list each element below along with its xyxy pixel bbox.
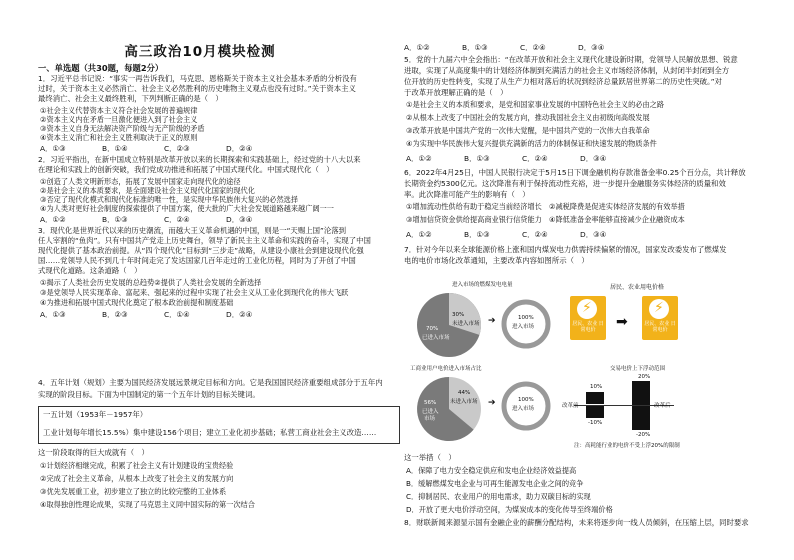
choice-a[interactable]: A．①② (40, 215, 66, 224)
chart6-label-10: 10% (590, 384, 603, 390)
choice-c[interactable]: C．②③ (164, 144, 190, 153)
q1-option-2: ②资本主义内在矛盾一旦激化便进入到了社会主义 (40, 115, 198, 124)
q4-option-3: ③优先发展重工业，初步建立了独立的比较完整的工业体系 (40, 487, 227, 496)
q2-option-3: ③否定了现代化模式和现代化标准的唯一性，是实现中华民族伟大复兴的必然选择 (40, 195, 299, 204)
q5-line-2: 进取，实现了从高度集中的计划经济体制到充满活力的社会主义市场经济体制，从封闭半封闭到全方 (404, 66, 730, 75)
chart6-title: 交易电价上下浮动范围 (610, 366, 666, 372)
after-range-down-bar (632, 406, 650, 430)
price-card-label: 居民、农业 日常电价 (572, 321, 604, 333)
q6-choices (406, 229, 638, 240)
q6-option-1: ①增加流动性供给有助于稳定当前经济增长 ②减税降费是促进实体经济发展的有效举措 (406, 202, 685, 211)
chart3-title: 居民、农业用电价格 (610, 284, 665, 291)
choice-a[interactable]: A．①③ (40, 310, 66, 319)
q3-option-1: ①揭示了人类社会历史发展的总趋势②提供了人类社会发展的全新选择 (40, 278, 262, 287)
q3-line-2: 任人宰割的“鱼肉”。只有中国共产党走上历史舞台，领导了新民主主义革命和实践的奋斗，实现了中国 (38, 236, 371, 245)
q1-choices (40, 143, 288, 154)
choice-d[interactable]: D．③④ (580, 154, 607, 163)
q7-option-c[interactable]: C．抑制居民、农业用户的用电需求，助力双碳目标的实现 (406, 492, 591, 501)
price-card-before (570, 296, 606, 340)
chart4-label-not-entered: 未进入市场 (450, 399, 478, 405)
q7-line-2: 电的电价市场化改革通知，主要改革内容如图所示（ ） (404, 256, 589, 265)
q3-option-3: ④为推进和拓展中国式现代化奠定了根本政治前提和制度基础 (40, 298, 234, 307)
q3-choices (40, 309, 288, 320)
q1-option-1: ①社会主义代替资本主义符合社会发展的普遍规律 (40, 106, 198, 115)
q5-line-3: 位开放的历史性转变，实现了从生产力相对落后的状况到经济总量跃居世界第二的历史性突破。”对 (404, 77, 722, 86)
q2-option-2: ②是社会主义的本质要求，是全面建设社会主义现代化国家的现代化 (40, 186, 255, 195)
q3-line-1: 3．现代化是世界近代以来的历史潮流，而越大王义革命机遇的中国，则是一“天赐上国”沦落到 (38, 226, 346, 235)
q1-option-4: ④资本主义消亡和社会主义胜利取决于正义的原则 (40, 133, 198, 142)
q2-choices (40, 214, 288, 225)
q3-line-4: 国……党领导人民不到几十年时间走完了发达国家几百年走过的工业化历程，同时为了开创了中国 (38, 256, 356, 265)
q7-option-a[interactable]: A．保障了电力安全稳定供应和发电企业经济效益提高 (406, 466, 577, 475)
chart4-label-entered: 已进入 (422, 409, 439, 415)
choice-a[interactable]: A．①③ (40, 144, 66, 153)
q7-question: 这一举措（ ） (404, 453, 456, 462)
choice-d[interactable]: D．③④ (226, 215, 253, 224)
choice-c[interactable]: C．②④ (522, 230, 548, 239)
q1-line-3: 最终消亡、社会主义最终胜利，下列判断正确的是（ ） (38, 94, 223, 103)
chart2-label: 进入市场 (512, 324, 535, 330)
q3-option-2: ③是党领导人民实现革命、富起来、强起来的过程中实现了社会主义从工业化到现代化的伟大飞跃 (40, 288, 349, 297)
q8-line-1: 8．财联新闻来源显示国有金融企业的薪酬分配结构，未来将逐步向一线人员倾斜，在压缩上层，同时要求 (404, 518, 749, 527)
q4-choices (404, 42, 636, 53)
price-card-label: 居民、农业 日常电价 (644, 321, 676, 333)
chart6-label-minus-10: -10% (588, 420, 603, 426)
choice-b[interactable]: B．②③ (102, 310, 128, 319)
q6-line-3: 率。此次降准可能产生的影响有（ ） (404, 190, 530, 199)
q5-option-4: ④为实现中华民族伟大复兴提供充满新的活力的体制保证和快速发展的物质条件 (406, 139, 657, 148)
q1-line-2: 过时，关于资本主义必然消亡、社会主义必然胜利的历史唯物主义观点也没有过时。”关于资本主义 (38, 84, 356, 93)
q4-option-2: ②完成了社会主义革命，从根本上改变了社会主义的发展方向 (40, 474, 234, 483)
q1-option-3: ③资本主义自身无法解决资产阶级与无产阶级的矛盾 (40, 124, 205, 133)
right-column (400, 0, 794, 560)
section-heading: 一、单选题（共30题，每题2分） (38, 63, 164, 73)
choice-b[interactable]: B．①③ (464, 154, 490, 163)
q7-option-d[interactable]: D．开放了更大电价浮动空间，为煤炭成本的变化传导至终端价格 (406, 505, 613, 514)
q5-line-4: 于改革开放理解正确的是（ ） (404, 88, 508, 97)
q5-option-3: ③改革开放是中国共产党的一次伟大觉醒，是中国共产党的一次伟大自我革命 (406, 126, 650, 135)
q5-line-1: 5．党的十九届六中全会指出：“在改革开放和社会主义现代化建设新时期，党领导人民解放思想、锐意 (404, 55, 738, 64)
chart6-label-20: 20% (638, 374, 651, 380)
choice-c[interactable]: C．②④ (522, 154, 548, 163)
chart1-label-70: 70% (426, 326, 439, 332)
q4-question: 这一阶段取得的巨大成就有（ ） (38, 448, 149, 457)
q5-option-1: ①是社会主义的本质和要求，是党和国家事业发展的中国特色社会主义的必由之路 (406, 100, 665, 109)
chart2-value: 100% (518, 315, 534, 321)
q2-line-1: 2．习近平指出，在新中国成立特别是改革开放以来的长期探索和实践基础上，经过党的十八大以来 (38, 155, 361, 164)
chart1-title: 进入市场的燃煤发电电量 (452, 282, 513, 288)
lightning-icon: ⚡ (654, 300, 664, 316)
q4-line-2: 实现的阶段目标。下面为中国制定的第一个五年计划的目标关键词。 (38, 390, 260, 399)
chart6-label-before: 改革前 (562, 403, 579, 409)
before-range-down-bar (586, 406, 604, 418)
q1-line-1: 1．习近平总书记说：“事实一再告诉我们，马克思、恩格斯关于资本主义社会基本矛盾的分析没有 (38, 74, 357, 83)
five-year-plan-box (38, 406, 400, 444)
q7-option-b[interactable]: B．缓解燃煤发电企业与可再生能源发电企业之间的竞争 (406, 479, 584, 488)
chart6-label-after: 改革后 (654, 403, 671, 409)
q7-line-1: 7．针对今年以来全球能源价格上涨和国内煤炭电力供需持续偏紧的情况，国家发改委发布了燃煤发 (404, 245, 727, 254)
arrow-icon: ➡ (616, 314, 628, 330)
q3-line-3: 现代化提供了基本政治前提。从“四个现代化”目标到“三步走”战略，从建设小康社会到建设现代化强 (38, 246, 364, 255)
before-range-up-bar (586, 392, 604, 404)
chart4-label-56: 56% (424, 400, 437, 406)
chart1-label-not-entered: 未进入市场 (452, 321, 480, 327)
arrow-icon: ➔ (488, 398, 496, 408)
q6-option-2: ③增加信贷资金供给提高商业银行信贷能力 ④降低准备金率能够直接减少企业融资成本 (406, 215, 685, 224)
page-title: 高三政治10月模块检测 (124, 44, 276, 60)
chart5-label: 进入市场 (512, 406, 535, 412)
choice-c[interactable]: C．②④ (520, 43, 546, 52)
q4-option-4: ④取得独创性理论成果，实现了马克思主义同中国实际的第一次结合 (40, 500, 255, 509)
choice-d[interactable]: D．②④ (226, 144, 253, 153)
choice-b[interactable]: B．①④ (102, 144, 128, 153)
choice-d[interactable]: D．②④ (226, 310, 253, 319)
after-range-up-bar (632, 381, 650, 405)
choice-b[interactable]: B．①③ (102, 215, 128, 224)
q5-option-2: ②从根本上改变了中国社会的发展方向，推动我国社会主义由初级向高级发展 (406, 113, 650, 122)
arrow-icon: ➔ (488, 316, 496, 326)
chart4-label-44: 44% (458, 390, 471, 396)
choice-a[interactable]: A．①② (406, 230, 432, 239)
choice-d[interactable]: D．③④ (580, 230, 607, 239)
q3-line-5: 式现代化道路。这条道路（ ） (38, 266, 142, 275)
price-card-after (642, 296, 678, 340)
q2-option-4: ④为人类对更好社会制度的探索提供了中国方案，使大批的广大社会发展道路越来越广阔一一 (40, 204, 334, 213)
q4-option-1: ①计划经济相继完成，积累了社会主义有计划建设的宝贵经验 (40, 461, 234, 470)
chart1-label-entered: 已进入市场 (422, 335, 450, 341)
chart5-value: 100% (518, 397, 534, 403)
chart4-title: 工商业用户电价进入市场占比 (410, 366, 482, 372)
choice-a[interactable]: A．①② (406, 154, 432, 163)
q2-option-1: ①创造了人类文明新形态，拓展了发展中国家走向现代化的途径 (40, 177, 241, 186)
choice-d[interactable]: D．③④ (578, 43, 605, 52)
chart6-note: 注：高耗能行业的电价不受上浮20%的限制 (574, 443, 680, 449)
q2-line-2: 在理论和实践上的创新突破，我们党成功推进和拓展了中国式现代化。中国式现代化（ ） (38, 165, 334, 174)
chart1-label-30: 30% (452, 312, 465, 318)
choice-b[interactable]: B．①③ (464, 230, 490, 239)
q5-choices (406, 153, 638, 164)
choice-a[interactable]: A．①② (404, 43, 430, 52)
choice-c[interactable]: C．①④ (164, 310, 190, 319)
chart4-label-market: 市场 (424, 416, 436, 422)
plan-box-text: 工业计划每年增长15.5%）集中建设156个项目；建立工业化初步基础；私营工商业社会主义改造…… (43, 428, 377, 437)
choice-c[interactable]: C．②④ (164, 215, 190, 224)
q6-line-2: 长期资金约5300亿元。这次降准有利于保持流动性充裕，进一步提升金融服务实体经济的质量和效 (404, 179, 726, 188)
chart6-label-minus-20: -20% (636, 432, 651, 438)
plan-box-title: 一五计划（1953年－1957年） (43, 410, 148, 419)
q4-line-1: 4．五年计划（规划）主要为国民经济发展远景规定目标和方向。它是我国国民经济重要组成部分于五年内 (38, 378, 383, 387)
choice-b[interactable]: B．①③ (462, 43, 488, 52)
lightning-icon: ⚡ (582, 300, 592, 316)
q6-line-1: 6．2022年4月25日，中国人民银行决定于5月15日下调金融机构存款准备金率0.25个百分点，共计释放 (404, 168, 746, 177)
